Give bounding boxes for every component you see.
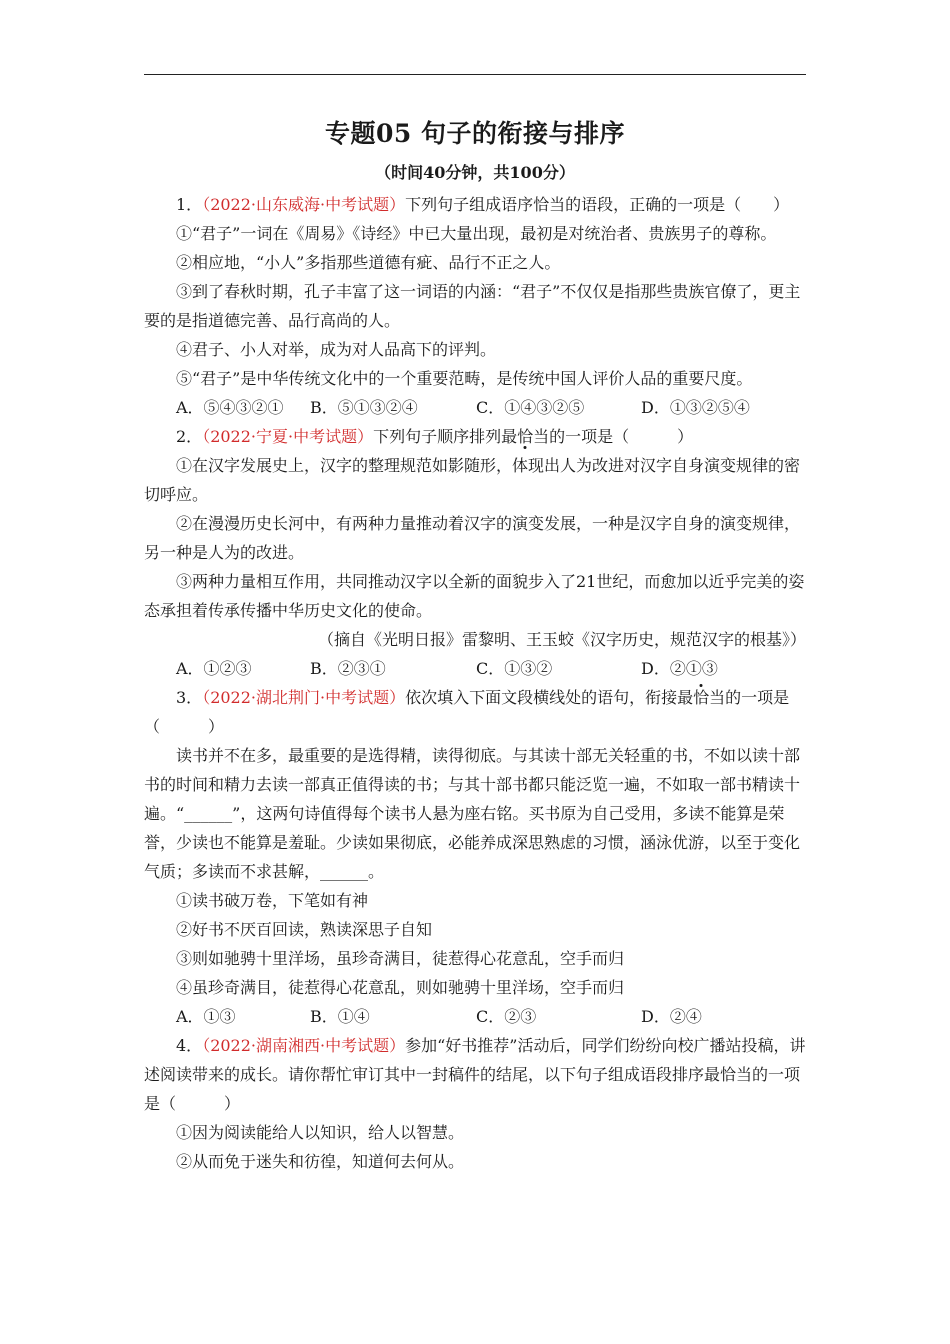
list-item: ③两种力量相互作用，共同推动汉字以全新的面貌步入了21世纪，而愈加以近乎完美的姿态承担着传承传播中华历史文化的使命。 (144, 572, 805, 620)
list-item: ④君子、小人对举，成为对人品高下的评判。 (176, 340, 497, 359)
header-rule (144, 74, 806, 75)
option-c: C．①④③②⑤ (476, 398, 585, 417)
question-source: （2022·湖北荆门·中考试题） (202, 688, 406, 707)
option-a: A．①③ (176, 1007, 236, 1026)
question-source: （2022·宁夏·中考试题） (202, 427, 374, 446)
question-number: 2． (176, 427, 203, 446)
question-3-options (144, 1002, 808, 1031)
option-c: C．②③ (476, 1007, 537, 1026)
option-b: B．⑤①③②④ (310, 398, 418, 417)
list-item: ②相应地，“小人”多指那些道德有疵、品行不正之人。 (176, 253, 561, 272)
question-text: 依次填入下面文段横线处的语句，衔接 (405, 688, 678, 707)
question-text: 参加“好书推荐”活动后，同学们纷纷向校广播站投稿，讲述阅读带来的成长。请你帮忙审订其中一封稿件的结尾，以下句子组成语段排序最恰当的一项是（ ） (144, 1036, 806, 1113)
question-source: （2022·山东威海·中考试题） (202, 195, 406, 214)
page-subtitle: （时间40分钟，共100分） (375, 163, 575, 182)
emphasized-text: 最恰当 (677, 688, 726, 707)
question-text: 下列句子组成语序恰当的语段，正确的一项是（ ） (405, 195, 790, 214)
list-item: ③到了春秋时期，孔子丰富了这一词语的内涵：“君子”不仅仅是指那些贵族官僚了，更主要的是指道德完善、品行高尚的人。 (144, 282, 801, 330)
question-3-stem (144, 683, 808, 741)
option-d: D．②④ (641, 1007, 702, 1026)
question-number: 1． (176, 195, 203, 214)
question-4-stem (144, 1031, 808, 1118)
question-source: （2022·湖南湘西·中考试题） (202, 1036, 406, 1055)
source-reference: （摘自《光明日报》雷黎明、王玉蛟《汉字历史，规范汉字的根基》） (317, 630, 806, 649)
list-item: ②在漫漫历史长河中，有两种力量推动着汉字的演变发展，一种是汉字自身的演变规律，另一种是人为的改进。 (144, 514, 801, 562)
option-c: C．①③② (476, 659, 553, 678)
question-number: 4． (176, 1036, 203, 1055)
option-d: D．②①③ (641, 659, 718, 678)
question-text: 的一项是（ ） (144, 688, 790, 736)
option-a: A．①②③ (176, 659, 252, 678)
list-item: ②从而免于迷失和彷徨，知道何去何从。 (176, 1152, 465, 1171)
list-item: ①“君子”一词在《周易》《诗经》中已大量出现，最初是对统治者、贵族男子的尊称。 (176, 224, 777, 243)
document-body (144, 190, 808, 1176)
option-b: B．①④ (310, 1007, 370, 1026)
question-number: 3． (176, 688, 203, 707)
option-a: A．⑤④③②① (176, 398, 284, 417)
page-title: 专题05 句子的衔接与排序 (325, 119, 625, 148)
list-item: ④虽珍奇满目，徒惹得心花意乱，则如驰骋十里洋场，空手而归 (176, 978, 625, 997)
question-2-options (144, 654, 808, 683)
question-text: 的一项是（ ） (549, 427, 694, 446)
list-item: ①在汉字发展史上，汉字的整理规范如影随形，体现出人为改进对汉字自身演变规律的密切呼应。 (144, 456, 801, 504)
list-item: ⑤“君子”是中华传统文化中的一个重要范畴，是传统中国人评价人品的重要尺度。 (176, 369, 753, 388)
list-item: ①读书破万卷，下笔如有神 (176, 891, 369, 910)
option-b: B．②③① (310, 659, 386, 678)
list-item: ②好书不厌百回读，熟读深思子自知 (176, 920, 433, 939)
question-2-stem (144, 422, 808, 451)
list-item: ③则如驰骋十里洋场，虽珍奇满目，徒惹得心花意乱，空手而归 (176, 949, 625, 968)
passage: 读书并不在多，最重要的是选得精，读得彻底。与其读十部无关轻重的书，不如以读十部书的时间和精力去读一部真正值得读的书；与其十部书都只能泛览一遍，不如取一部书精读十遍。“______”，这两句诗值得每个读书人悬为座右铭。买书原为自己受用，多读不能算是荣誉，少读也不能算是羞耻。少读如果彻底，必能养成深思熟虑的习惯，涵泳优游，以至于变化气质；多读而不求甚解，______。 (144, 746, 801, 881)
question-1-options (144, 393, 808, 422)
question-1-stem (144, 190, 808, 219)
option-d: D．①③②⑤④ (641, 398, 750, 417)
question-text: 下列句子顺序排列 (373, 427, 502, 446)
emphasized-text: 最恰当 (501, 427, 550, 446)
list-item: ①因为阅读能给人以知识，给人以智慧。 (176, 1123, 465, 1142)
